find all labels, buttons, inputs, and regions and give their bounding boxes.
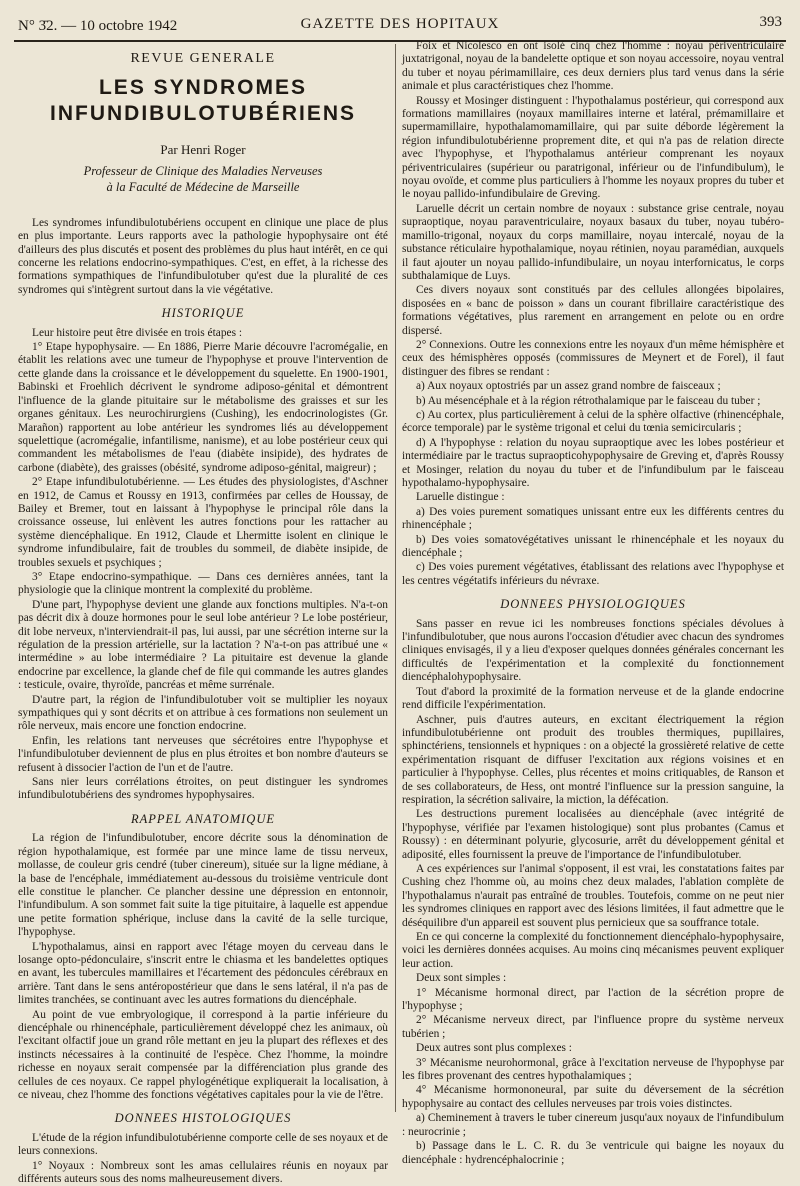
paragraph: Deux sont simples : <box>416 972 507 985</box>
paragraph: En ce qui concerne la complexité du fonctionnement diencéphalo-hypophysaire, voici les dernières données acquises. Au moins cinq mécanismes peuvent expliquer leur action. <box>402 931 784 970</box>
paragraph: b) Des voies somatovégétatives unissant le rhinencéphale et les noyaux du diencéphale ; <box>402 533 784 560</box>
paragraph: Sans passer en revue ici les nombreuses fonctions spéciales dévolues à l'infundibulotuber, que nous aurons l'occasion d'étudier avec chacun des syndromes cliniques envisagés, il y a lieu d'exposer quelques données générales concernant les difficultés de l'expérimentation et la complexité du fonctionnement diencéphalohypophysaire. <box>402 617 784 684</box>
affiliation-line-1: Professeur de Clinique des Maladies Nerveuses <box>83 163 323 178</box>
paragraph: Laruelle décrit un certain nombre de noyaux : substance grise centrale, noyau supraoptique, noyau paraventriculaire, noyaux basaux du tuber, noyau tubéro-mamillo-trigonal, noyaux du corps mamillaire, noyau intercalé, noyau de la substance réticulaire hypothalamique, noyau rétinien, noyau paramédian, auxquels il faut ajouter un noyau pallido-infundibulaire, un noyau interfornicatus, le corps subthalamique de Luys. <box>402 202 784 282</box>
paragraph: A ces expériences sur l'animal s'opposent, il est vrai, les constatations faites par Cushing chez l'homme où, au moins chez deux malades, l'ablation complète de l'hypothalamus n'aurait pas entraîné de troubles. Toutefois, comme on ne peut nier les syndromes cliniques en rapport avec des lésions limitées, il faut admettre que le déséquilibre d'un appareil est souvent plus pernicieux que sa souffrance totale. <box>402 862 784 929</box>
paragraph: Laruelle distingue : <box>416 491 505 504</box>
paragraph: 1° Noyaux : Nombreux sont les amas cellulaires réunis en noyaux par différents auteurs sous des noms malheureusement divers. <box>18 1159 388 1186</box>
paragraph: Roussy et Mosinger distinguent : l'hypothalamus postérieur, qui correspond aux formations mamillaires (noyaux mamillaires interne et latéral, prémamillaire et supermamillaire, hypothalamomamillaire, qui par suite déborde légèrement la région infundibulotubérienne proprement dite, et qui n'a pas de relation directe avec l'hypophyse, et l'hypothalamus antérieur comprenant les noyaux périventriculaires (supérieur ou paratrigonal, inférieur ou de l'infundibulum), le noyau ovoïde, et comme plus particuliers à l'homme les noyaux propres du tuber et le noyau pallido-infundibulaire de Greving. <box>402 94 784 201</box>
paragraph: a) Cheminement à travers le tuber cinereum jusqu'aux noyaux de l'infundibulum : neurocrinie ; <box>402 1112 784 1138</box>
section-heading: HISTORIQUE <box>161 306 245 321</box>
article-title: LES SYNDROMES INFUNDIBULOTUBÉRIENS <box>50 76 356 126</box>
paragraph: Aschner, puis d'autres auteurs, en excitant électriquement la région infundibulotubérienne ont produit des troubles thermiques, pupillaires, sphinctériens, tensionnels et hypniques : on a objecté la grossièreté relative de cette expérimentation risquant de diffuser l'excitation aux régions voisines et en particulier à l'hypophyse. Celles, plus récentes et moins critiquables, de Ranson et de ses collaborateurs, de Hess, ont montré l'influence sur la pression sanguine, la respiration, la sécrétion salivaire, la miction, la défécation. <box>402 713 784 806</box>
paragraph: a) Des voies purement somatiques unissant entre eux les différents centres du rhinencéphale ; <box>402 505 784 532</box>
paragraph: 1° Etape hypophysaire. — En 1886, Pierre Marie découvre l'acromégalie, en établit les relations avec une tumeur de l'hypophyse et prouve l'intervention de cette glande dans la croissance et le développement du squelette. En 1900-1901, Babinski et Froehlich décrivent le syndrome adiposo-génital et démontrent l'influence de la glande pituitaire sur le métabolisme des graisses et sur les organes génitaux. Les neurochirurgiens (Cushing), les endocrinologistes (Gr. Marañon) rapportent au lobe antérieur les syndromes liés au développement squelettique (acromégalie, infantilisme, nanisme), et au lobe postérieur ceux qui commandent les métabolismes de l'eau (diabète insipide), des hydrates de carbone (diabète), des graisses (obésité, syndrome adiposo-génital, maigreur) ; <box>18 341 388 474</box>
paragraph: Leur histoire peut être divisée en trois étapes : <box>32 326 243 339</box>
paragraph: Ces divers noyaux sont constitués par des cellules allongées bipolaires, disposées en « banc de poisson » dans un courant fibrillaire caractéristique des formations végétatives, plus rarement en arrangement en pelote ou en ordre dispersé. <box>402 284 784 337</box>
left-column <box>18 48 388 1186</box>
paragraph: La région de l'infundibulotuber, encore décrite sous la dénomination de région hypothalamique, est formée par une mince lame de tissu nerveux, mollasse, de couleur gris cendré (tuber cinereum), située sur la ligne médiane, à la base de l'encéphale, immédiatement au-dessous du troisième ventricule dont elle constitue le plancher. Ce plancher dessine une dépression en entonnoir, l'infundibulum. A son sommet fait suite la tige pituitaire, à laquelle est appendue une petite formation sphérique, incluse dans la cavité de la selle turcique, l'hypophyse. <box>18 832 388 939</box>
section-heading: DONNEES PHYSIOLOGIQUES <box>500 597 686 612</box>
paragraph: c) Au cortex, plus particulièrement à celui de la sphère olfactive (rhinencéphale, écorce temporale) par le système trigonal et celui du tœnia semicircularis ; <box>402 408 784 435</box>
paragraph: L'étude de la région infundibulotubérienne comporte celle de ses noyaux et de leurs connexions. <box>18 1131 388 1158</box>
paragraph: Tout d'abord la proximité de la formation nerveuse et de la glande endocrine rend difficile l'expérimentation. <box>402 685 784 712</box>
running-header <box>14 14 786 42</box>
paragraph: 1° Mécanisme hormonal direct, par l'action de la sécrétion propre de l'hypophyse ; <box>402 986 784 1013</box>
paragraph: Les destructions purement localisées au diencéphale (avec intégrité de l'hypophyse, vérifiée par l'examen histologique) sont plus probantes (Camus et Roussy) : en déterminant polyurie, glycosurie, arrêt du développement génital et adiposité, elles fournissent la preuve de l'importance de l'infundibulotuber. <box>402 808 784 861</box>
paragraph: 2° Connexions. Outre les connexions entre les noyaux d'un même hémisphère et ceux des hémisphères opposés (commissures de Meynert et de Forel), il faut distinguer des fibres se rendant : <box>402 338 784 378</box>
paragraph: Enfin, les relations tant nerveuses que sécrétoires entre l'hypophyse et l'infundibulotuber deviennent de plus en plus étroites et bon nombre d'auteurs se refusent à dissocier l'action de l'un et de l'autre. <box>18 734 388 774</box>
paragraph: Les syndromes infundibulotubériens occupent en clinique une place de plus en plus importante. Leurs rapports avec la pathologie hypophysaire ont été d'ailleurs des plus discutés et posent des problèmes du plus haut intérêt, en ce qui concerne les relations endocrino-sympathiques. C'est, en effet, à la richesse des formations sympathiques de l'infundibulotuber qu'est due la pluralité de ces syndromes qui s'intègrent surtout dans la vie végétative. <box>18 216 388 296</box>
paragraph: 3° Etape endocrino-sympathique. — Dans ces dernières années, tant la physiologie que la clinique montrent la complexité du problème. <box>18 570 388 597</box>
section-heading: DONNEES HISTOLOGIQUES <box>114 1111 292 1126</box>
journal-name: GAZETTE DES HOPITAUX <box>300 16 500 32</box>
paragraph: 2° Mécanisme nerveux direct, par l'influence propre du système nerveux tubérien ; <box>402 1014 784 1040</box>
section-label: REVUE GENERALE <box>130 51 276 66</box>
column-divider <box>395 44 396 1112</box>
paragraph: b) Au mésencéphale et à la région rétrothalamique par le faisceau du tuber ; <box>416 394 761 407</box>
right-column <box>402 40 784 1166</box>
paragraph: 4° Mécanisme hormononeural, par suite du déversement de la sécrétion hypophysaire au contact des cellules nerveuses par trois voies distinctes. <box>402 1084 784 1110</box>
article-byline: Par Henri Roger <box>160 142 246 158</box>
paragraph: D'une part, l'hypophyse devient une glande aux fonctions multiples. N'a-t-on pas décrit dix à douze hormones pour le seul lobe antérieur ? Le lobe postérieur, dit lobe nerveux, n'interviendrait-il pas, lui aussi, par une sécrétion interne sur la régulation de la pression artérielle, sur la lactation ? N'a-t-on pas attribué une « intermédine » au lobe intermédiaire ? La pituitaire est devenue la glande endocrine par excellence, la glande chef de file qui commande les autres glandes : testicule, ovaire, thyroïde, pancréas et même surrénale. <box>18 598 388 692</box>
paragraph: 3° Mécanisme neurohormonal, grâce à l'excitation nerveuse de l'hypophyse par les fibres provenant des centres hypothalamiques ; <box>402 1056 784 1083</box>
section-heading: RAPPEL ANATOMIQUE <box>131 811 275 826</box>
paragraph: a) Aux noyaux optostriés par un assez grand nombre de faisceaux ; <box>416 380 721 393</box>
paragraph: Au point de vue embryologique, il correspond à la partie inférieure du diencéphale ou rhinencéphale, particulièrement développé chez les animaux, où l'excitant olfactif joue un grand rôle mettant en jeu la plupart des réflexes et des instincts nécessaires à la continuité de l'espèce. Chez l'homme, la moindre richesse en noyaux serait compensée par la différenciation plus grande des cellules de ces noyaux. Ce rappel phylogénétique expliquerait la localisation, à ce niveau, chez l'homme des fonctions végétatives capitales pour la vie de l'être. <box>18 1008 388 1101</box>
author-affiliation <box>18 163 388 195</box>
paragraph: Deux autres sont plus complexes : <box>416 1042 572 1055</box>
paragraph: L'hypothalamus, ainsi en rapport avec l'étage moyen du cerveau dans le losange opto-pédonculaire, s'inscrit entre le chiasma et les bandelettes optiques en avant, les tubercules mamillaires et l'écartement des pédoncules cérébraux en arrière. Tant dans le sens antéropostérieur que dans le sens latéral, il n'a pas de limites tranchées, se continuant avec les autres formations du diencéphale. <box>18 940 388 1007</box>
issue-info: N° 3̄2. — 10 octobre 1942 <box>18 18 178 34</box>
paragraph: 2° Etape infundibulotubérienne. — Les études des physiologistes, d'Aschner en 1912, de Camus et Roussy en 1913, confirmées par celles de Houssay, de Bailey et Bremer, tout en laissant à l'hypophyse le principal rôle dans la croissance osseuse, lui enlèvent les autres fonctions pour les rattacher au système diencéphalique. En 1912, Claude et Lhermitte isolent en clinique le syndrome infundibulaire, fait de troubles du sommeil, de diabète insipide, de troubles sexuels et psychiques ; <box>18 476 388 569</box>
paragraph: Foix et Nicolesco en ont isolé cinq chez l'homme : noyau périventriculaire juxtatrigonal, noyau de la bandelette optique et son noyau accessoire, noyau ventral du tuber et noyau périmamillaire, ces deux derniers plus tard venus dans la série animale et plus caractéristiques chez l'homme. <box>402 40 784 93</box>
paragraph: b) Passage dans le L. C. R. du 3e ventricule qui baigne les noyaux du diencéphale : hydrencéphalocrinie ; <box>402 1140 784 1166</box>
paragraph: D'autre part, la région de l'infundibulotuber voit se multiplier les noyaux sympathiques qui y sont décrits et on attribue à ces formations non seulement un rôle nerveux, mais encore une fonction endocrine. <box>18 693 388 733</box>
page-number: 393 <box>759 14 782 30</box>
affiliation-line-2: à la Faculté de Médecine de Marseille <box>106 179 300 194</box>
paragraph: d) A l'hypophyse : relation du noyau supraoptique avec les lobes postérieur et intermédiaire par le tractus supraopticohypophysaire de Greving et, d'après Roussy et Mosinger, relation du noyau du tuber et de l'infundibulum par le faisceau hypothalamo-hypophysaire. <box>402 436 784 489</box>
paragraph: c) Des voies purement végétatives, établissant des relations avec l'hypophyse et les centres végétatifs inférieurs du névraxe. <box>402 561 784 587</box>
paragraph: Sans nier leurs corrélations étroites, on peut distinguer les syndromes infundibulotubériens des syndromes hypophysaires. <box>18 776 388 802</box>
